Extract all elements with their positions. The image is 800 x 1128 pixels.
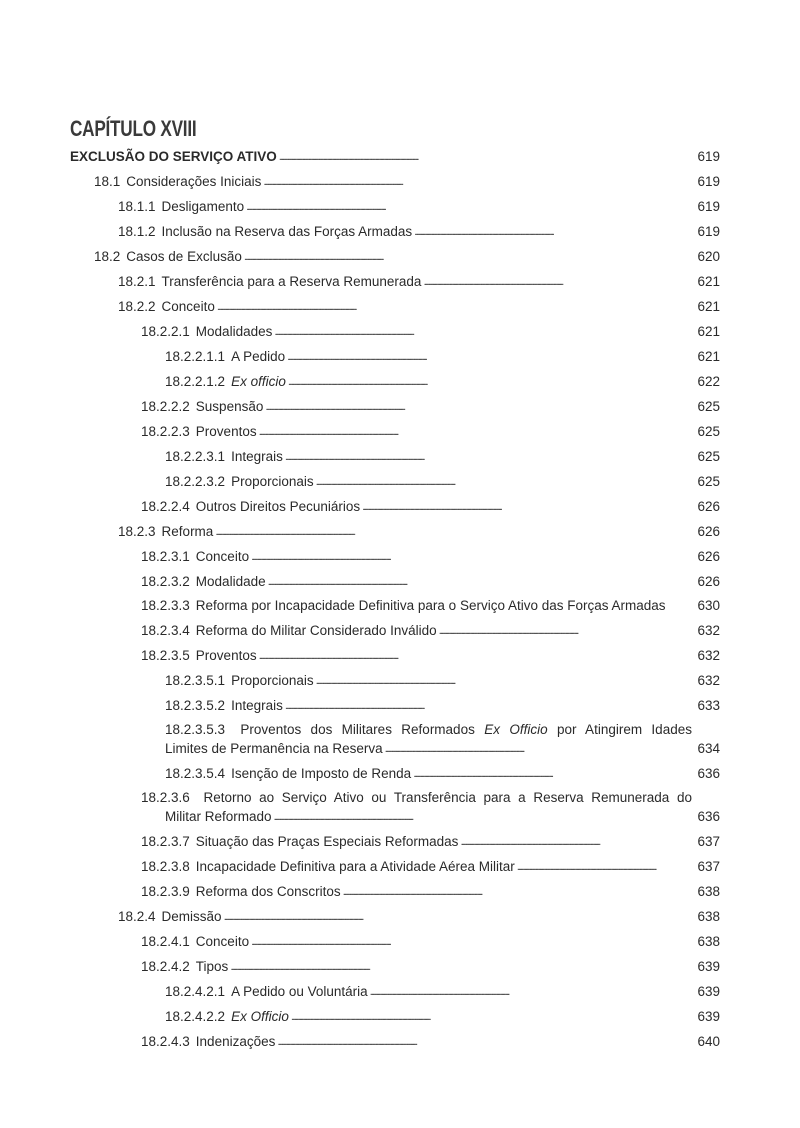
toc-entry[interactable] — [70, 144, 720, 169]
entry-page: 619 — [697, 199, 720, 214]
dot-leader — [285, 447, 690, 466]
toc-entry[interactable] — [70, 444, 720, 469]
entry-title: Modalidades — [195, 324, 273, 339]
toc-entry[interactable] — [70, 668, 720, 693]
toc-entry[interactable] — [70, 1029, 720, 1054]
dot-leader — [274, 807, 690, 826]
entry-title: Outros Direitos Pecuniários — [195, 499, 361, 514]
toc-entry[interactable] — [70, 394, 720, 419]
entry-number: 18.2.3.8 — [141, 859, 190, 874]
entry-number: 18.2.2.3.1 — [165, 449, 226, 464]
entry-title: Considerações Iniciais — [126, 174, 262, 189]
dot-leader — [288, 372, 690, 391]
entry-title: Ex Officio — [231, 1009, 289, 1024]
entry-title: Reforma — [161, 524, 214, 539]
dot-leader — [413, 764, 690, 783]
entry-number: 18.2.3 — [118, 524, 156, 539]
toc-entry[interactable] — [70, 618, 720, 643]
entry-title: Reforma por Incapacidade Definitiva para o Serviço Ativo das Forças Armadas — [195, 598, 666, 613]
entry-title: Conceito — [161, 299, 215, 314]
entry-page: 632 — [697, 673, 720, 688]
entry-title: Conceito — [195, 934, 250, 949]
entry-title: Inclusão na Reserva das Forças Armadas — [161, 224, 413, 239]
dot-leader — [423, 272, 690, 291]
entry-title: Incapacidade Definitiva para a Atividade Aérea Militar — [195, 859, 515, 874]
dot-leader — [217, 297, 690, 316]
dot-leader — [230, 957, 690, 976]
entry-number: 18.2.3.2 — [141, 574, 190, 589]
entry-title: Demissão — [161, 909, 222, 924]
dot-leader — [517, 857, 690, 876]
dot-leader — [439, 621, 690, 640]
entry-number: 18.2.3.4 — [141, 623, 190, 638]
entry-number: 18.2.3.6 — [141, 790, 190, 805]
toc-entry[interactable] — [70, 219, 720, 244]
entry-page: 637 — [697, 834, 720, 849]
entry-page: 619 — [697, 149, 720, 164]
dot-leader — [224, 907, 690, 926]
entry-page: 621 — [697, 274, 720, 289]
toc-entry[interactable] — [70, 594, 720, 618]
toc-entry[interactable] — [70, 369, 720, 394]
entry-page: 633 — [697, 698, 720, 713]
toc-entry[interactable] — [70, 194, 720, 219]
entry-number: 18.2.4.3 — [141, 1034, 190, 1049]
entry-title-line2: Militar Reformado — [165, 809, 272, 824]
entry-number: 18.2.4.2 — [141, 959, 190, 974]
dot-leader — [385, 739, 690, 758]
entry-page: 621 — [697, 349, 720, 364]
entry-number: 18.2.2.1 — [141, 324, 190, 339]
dot-leader — [277, 1032, 690, 1051]
entry-title: Integrais — [231, 449, 283, 464]
entry-title: Tipos — [195, 959, 229, 974]
dot-leader — [316, 472, 690, 491]
dot-leader — [215, 522, 690, 541]
entry-title: Modalidade — [195, 574, 266, 589]
dot-leader — [265, 397, 690, 416]
entry-page: 621 — [697, 324, 720, 339]
dot-leader — [291, 1007, 690, 1026]
entry-number: 18.2 — [94, 249, 121, 264]
dot-leader — [279, 147, 690, 166]
dot-leader — [460, 832, 690, 851]
entry-page: 619 — [697, 174, 720, 189]
entry-page: 622 — [697, 374, 720, 389]
dot-leader — [251, 547, 690, 566]
toc-entry[interactable] — [70, 569, 720, 594]
entry-title: Conceito — [195, 549, 250, 564]
toc-entry[interactable] — [70, 494, 720, 519]
entry-title-italic: Ex Officio — [484, 722, 548, 737]
dot-leader — [263, 172, 690, 191]
dot-leader — [251, 932, 690, 951]
entry-number: 18.1 — [94, 174, 121, 189]
entry-page: 625 — [697, 399, 720, 414]
entry-page: 640 — [697, 1034, 720, 1049]
dot-leader — [268, 572, 690, 591]
dot-leader — [414, 222, 690, 241]
entry-page: 621 — [697, 299, 720, 314]
entry-page: 639 — [697, 959, 720, 974]
chapter-title: CAPÍTULO XVIII — [70, 116, 197, 141]
dot-leader — [274, 322, 690, 341]
toc-entry[interactable] — [70, 419, 720, 444]
entry-page: 630 — [697, 598, 720, 613]
toc-entry[interactable] — [70, 929, 720, 954]
entry-number: 18.2.2.2 — [141, 399, 190, 414]
entry-title: Reforma dos Conscritos — [195, 884, 341, 899]
toc-page — [70, 114, 720, 1054]
entry-title: Casos de Exclusão — [126, 249, 242, 264]
entry-title-line1: 18.2.3.6 Retorno ao Serviço Ativo ou Transferência para a Reserva Remunerada do — [141, 790, 692, 805]
toc-entry[interactable] — [70, 294, 720, 319]
entry-page: 636 — [697, 809, 720, 824]
entry-number: 18.2.2.4 — [141, 499, 190, 514]
entry-page: 632 — [697, 623, 720, 638]
dot-leader — [316, 671, 690, 690]
toc-entry[interactable] — [70, 244, 720, 269]
toc-entry[interactable] — [70, 693, 720, 718]
entry-number: 18.2.4 — [118, 909, 156, 924]
toc-entry[interactable] — [70, 761, 720, 786]
dot-leader — [362, 497, 690, 516]
entry-number: 18.2.3.5.4 — [165, 766, 226, 781]
entry-number: 18.2.3.7 — [141, 834, 190, 849]
dot-leader — [244, 247, 690, 266]
entry-number: 18.2.4.1 — [141, 934, 190, 949]
toc-entry[interactable] — [70, 904, 720, 929]
entry-number: 18.2.2 — [118, 299, 156, 314]
entry-title: Indenizações — [195, 1034, 276, 1049]
entry-number: 18.2.3.5 — [141, 648, 190, 663]
entry-number: 18.2.3.9 — [141, 884, 190, 899]
table-of-contents — [70, 144, 720, 1054]
entry-number: 18.2.3.5.1 — [165, 673, 226, 688]
entry-page: 638 — [697, 884, 720, 899]
entry-page: 632 — [697, 648, 720, 663]
entry-title: Proventos — [195, 648, 257, 663]
toc-entry[interactable] — [70, 718, 720, 761]
entry-title: Proventos — [195, 424, 257, 439]
entry-title: Suspensão — [195, 399, 264, 414]
entry-number: 18.2.1 — [118, 274, 156, 289]
entry-number: 18.1.2 — [118, 224, 156, 239]
toc-entry[interactable] — [70, 979, 720, 1004]
entry-page: 638 — [697, 909, 720, 924]
toc-entry[interactable] — [70, 854, 720, 879]
dot-leader — [259, 646, 690, 665]
entry-number: 18.2.2.1.1 — [165, 349, 226, 364]
dot-leader — [246, 197, 690, 216]
toc-entry[interactable] — [70, 829, 720, 854]
dot-leader — [285, 696, 690, 715]
entry-title: Transferência para a Reserva Remunerada — [161, 274, 422, 289]
entry-page: 638 — [697, 934, 720, 949]
entry-title: EXCLUSÃO DO SERVIÇO ATIVO — [70, 149, 277, 164]
entry-title: Proporcionais — [231, 673, 314, 688]
entry-number: 18.2.3.3 — [141, 598, 190, 613]
entry-page: 626 — [697, 524, 720, 539]
toc-entry[interactable] — [70, 269, 720, 294]
toc-entry[interactable] — [70, 879, 720, 904]
entry-page: 636 — [697, 766, 720, 781]
dot-leader — [287, 347, 690, 366]
entry-page: 639 — [697, 984, 720, 999]
dot-leader — [370, 982, 690, 1001]
entry-number: 18.1.1 — [118, 199, 156, 214]
entry-number: 18.2.3.1 — [141, 549, 190, 564]
toc-entry[interactable] — [70, 469, 720, 494]
toc-entry[interactable] — [70, 169, 720, 194]
entry-title-line2: Limites de Permanência na Reserva — [165, 741, 383, 756]
entry-title: Situação das Praças Especiais Reformadas — [195, 834, 459, 849]
dot-leader — [343, 882, 690, 901]
entry-page: 625 — [697, 474, 720, 489]
toc-entry[interactable] — [70, 1004, 720, 1029]
entry-page: 634 — [697, 741, 720, 756]
toc-entry[interactable] — [70, 344, 720, 369]
toc-entry[interactable] — [70, 954, 720, 979]
entry-title: A Pedido ou Voluntária — [231, 984, 368, 999]
entry-title-line1: 18.2.3.5.3 Proventos dos Militares Reformados Ex Officio por Atingirem Idades — [165, 722, 692, 737]
toc-entry[interactable] — [70, 319, 720, 344]
entry-page: 625 — [697, 449, 720, 464]
entry-number: 18.2.2.1.2 — [165, 374, 226, 389]
entry-title: Proporcionais — [231, 474, 314, 489]
entry-page: 639 — [697, 1009, 720, 1024]
entry-page: 626 — [697, 574, 720, 589]
toc-entry[interactable] — [70, 519, 720, 544]
entry-title: Reforma do Militar Considerado Inválido — [195, 623, 437, 638]
entry-number: 18.2.4.2.2 — [165, 1009, 226, 1024]
entry-page: 626 — [697, 549, 720, 564]
entry-number: 18.2.2.3.2 — [165, 474, 226, 489]
entry-title: Desligamento — [161, 199, 245, 214]
entry-title: Ex officio — [231, 374, 286, 389]
entry-number: 18.2.4.2.1 — [165, 984, 226, 999]
entry-page: 637 — [697, 859, 720, 874]
entry-page: 625 — [697, 424, 720, 439]
entry-number: 18.2.2.3 — [141, 424, 190, 439]
toc-entry[interactable] — [70, 643, 720, 668]
toc-entry[interactable] — [70, 544, 720, 569]
entry-number: 18.2.3.5.2 — [165, 698, 226, 713]
entry-title: A Pedido — [231, 349, 286, 364]
dot-leader — [259, 422, 690, 441]
entry-page: 626 — [697, 499, 720, 514]
entry-page: 620 — [697, 249, 720, 264]
entry-title: Isenção de Imposto de Renda — [231, 766, 412, 781]
entry-page: 619 — [697, 224, 720, 239]
entry-title: Integrais — [231, 698, 283, 713]
entry-number: 18.2.3.5.3 — [165, 722, 226, 737]
toc-entry[interactable] — [70, 786, 720, 829]
